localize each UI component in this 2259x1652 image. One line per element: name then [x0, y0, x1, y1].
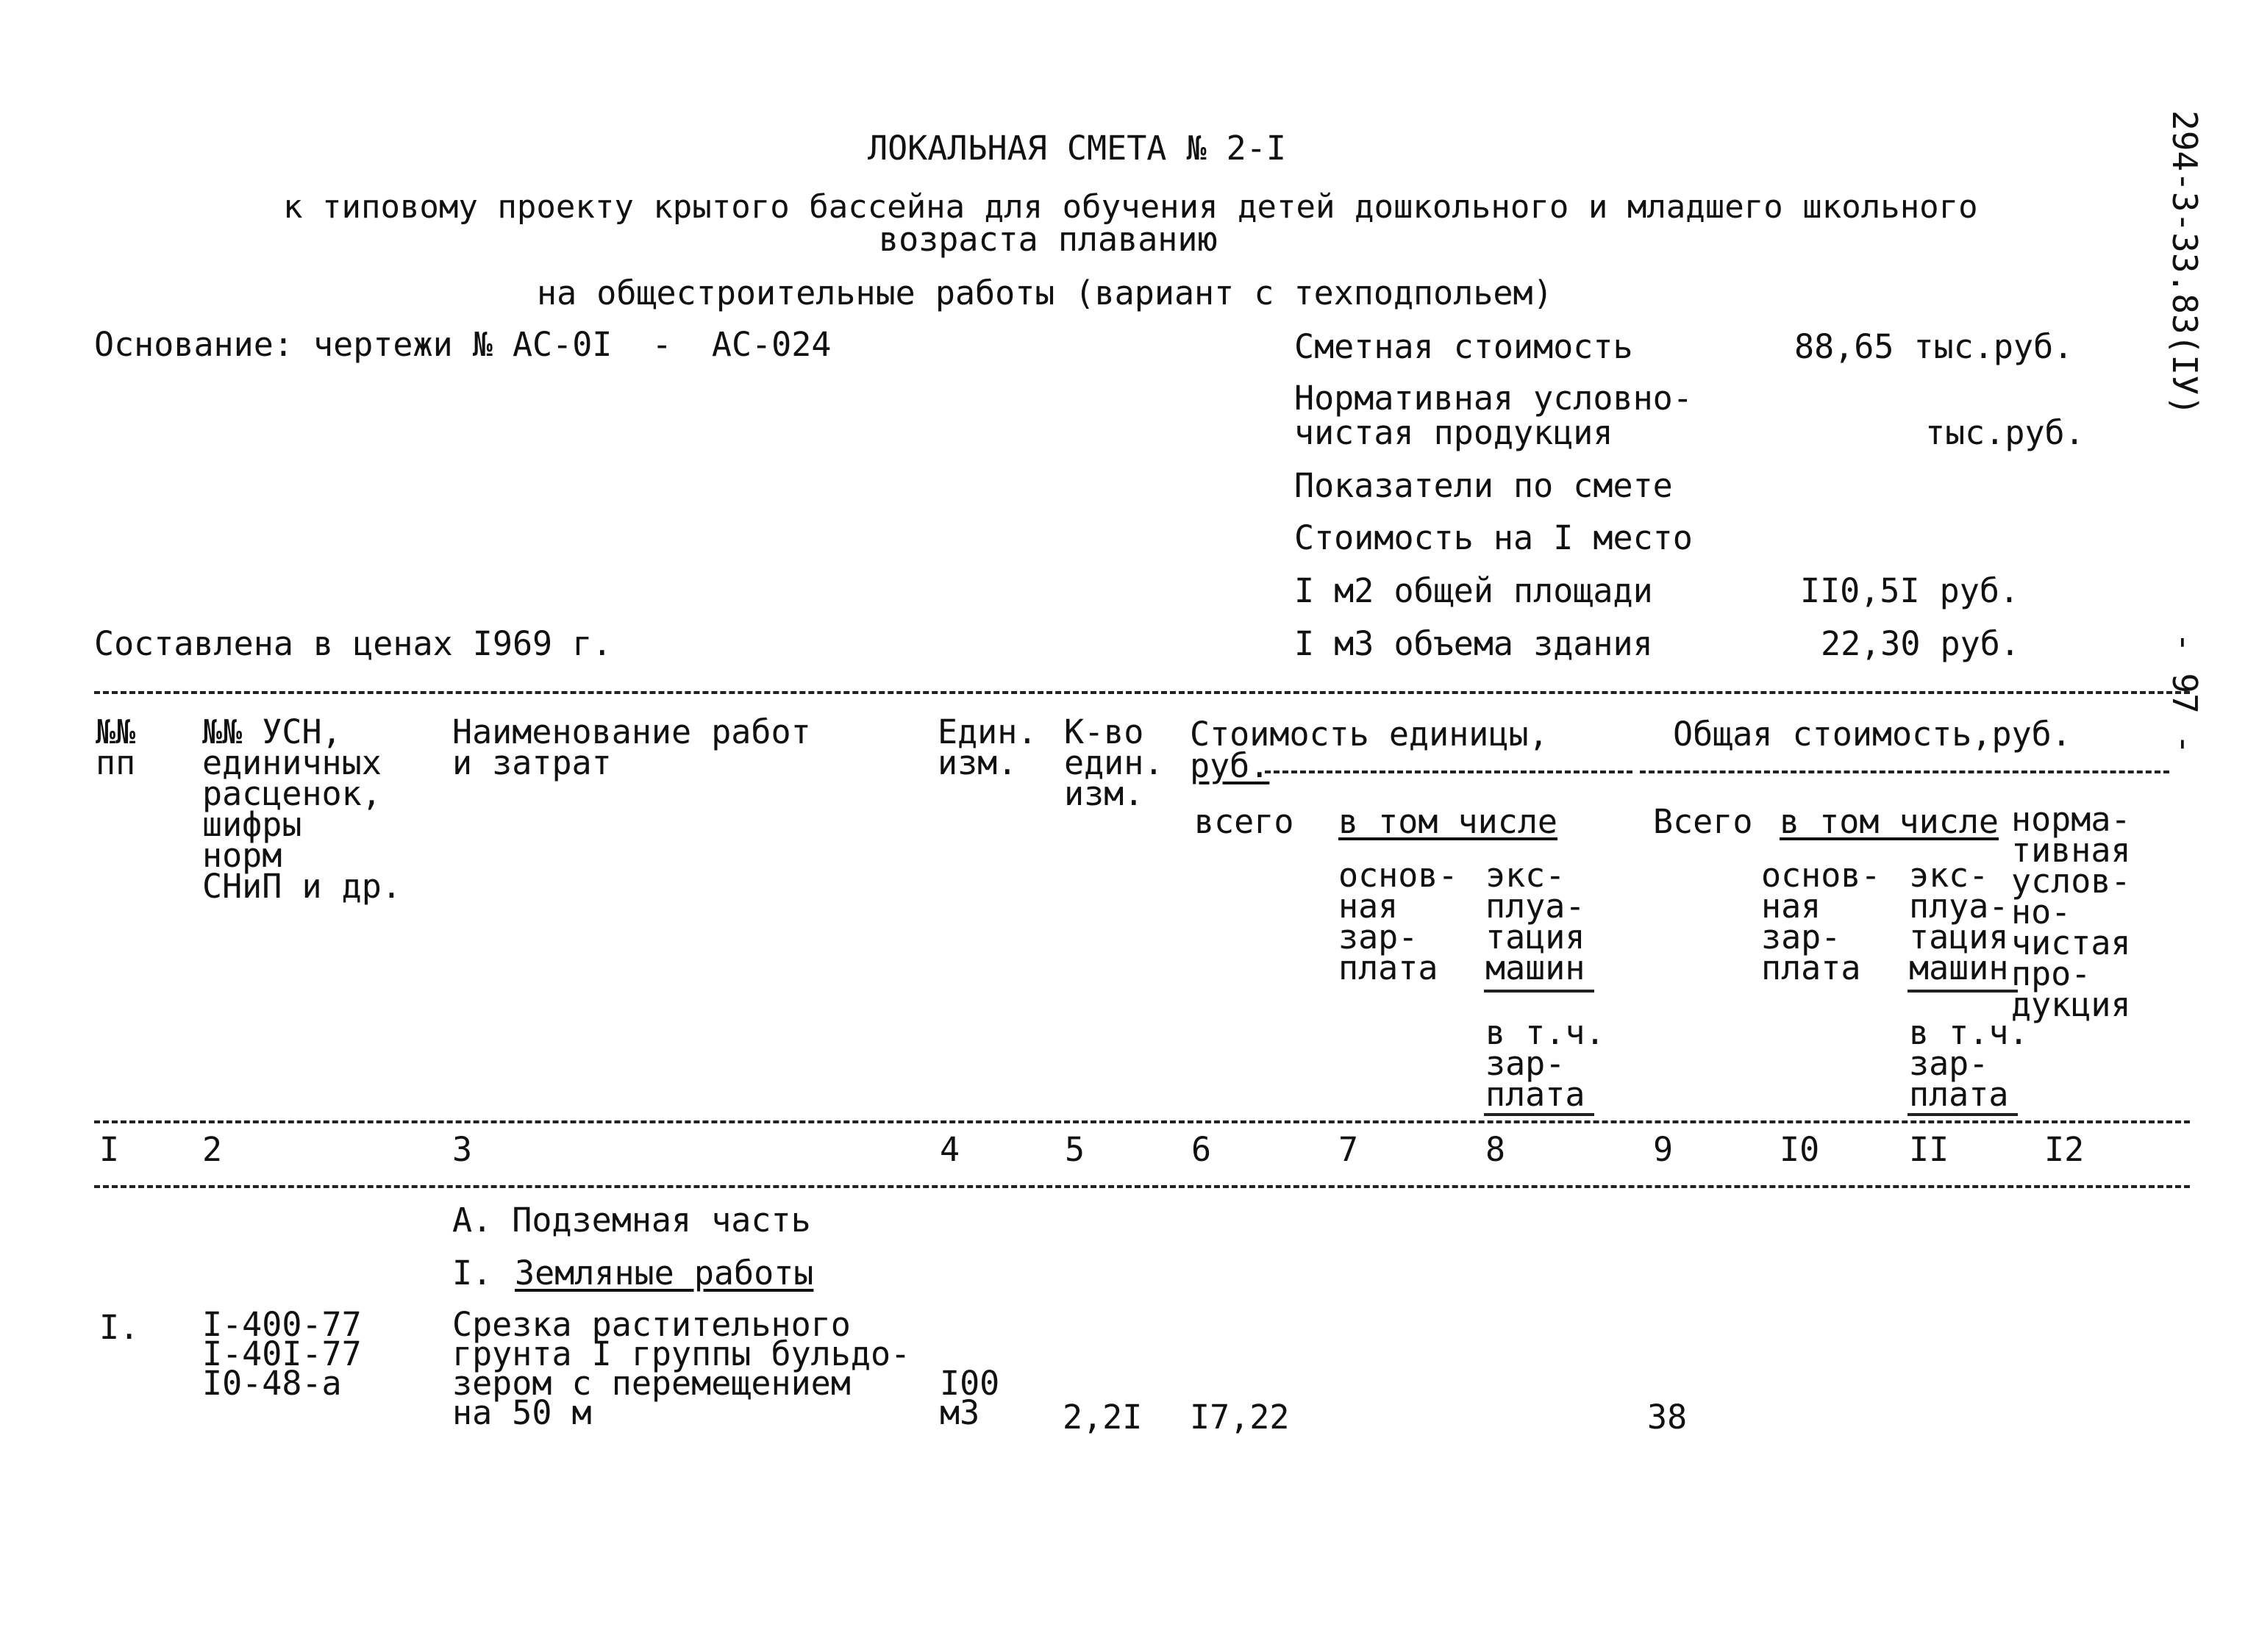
summary-per-m3-value: 22,30 руб.	[1821, 624, 2020, 663]
summary-per-place-label: Стоимость на I место	[1294, 518, 1693, 557]
col-number: 8	[1485, 1130, 1506, 1169]
document-basis: Основание: чертежи № АС-0I - АС-024	[94, 325, 832, 364]
summary-per-m2-value: II0,5I руб.	[1800, 571, 2020, 610]
summary-cost-label: Сметная стоимость	[1294, 327, 1633, 366]
header-unit: Един. изм.	[938, 712, 1038, 782]
row-unit: I00 м3	[940, 1364, 1000, 1432]
side-code: 294-3-33.83(IУ)	[2165, 110, 2205, 416]
col-number: I2	[2044, 1130, 2085, 1169]
summary-normative-unit: тыс.руб.	[1925, 413, 2085, 452]
document-prices: Составлена в ценах I969 г.	[94, 624, 613, 663]
section-title: А. Подземная часть	[452, 1201, 811, 1240]
col-number: I	[99, 1130, 120, 1169]
col-number: 4	[940, 1130, 960, 1169]
row-unit-total: I7,22	[1190, 1398, 1290, 1437]
row-work-name: Срезка растительного грунта I группы бульдо- зером с перемещением на 50 м	[452, 1305, 911, 1432]
col-number: 9	[1653, 1130, 1674, 1169]
document-subtitle-line1: к типовому проекту крытого бассейна для обучения детей дошкольного и младшего школьного	[283, 188, 1978, 226]
page-number: - 97 -	[2165, 632, 2205, 755]
header-unit-cost-rule	[1265, 770, 1632, 773]
header-total-cost: Общая стоимость,руб.	[1673, 715, 2071, 754]
document-subtitle-line2: возраста плаванию	[879, 220, 1218, 259]
row-number: I.	[99, 1308, 140, 1347]
summary-normative-label-1: Нормативная условно-	[1294, 379, 1693, 418]
row-codes: I-400-77 I-40I-77 I0-48-а	[202, 1305, 362, 1403]
header-all-6: всего	[1194, 802, 1294, 841]
summary-indicators-label: Показатели по смете	[1294, 466, 1673, 505]
header-machines-1-rule	[1484, 990, 1594, 993]
header-wage-1: основ- ная зар- плата	[1338, 856, 1458, 987]
column-numbers-bottom-rule	[94, 1185, 2190, 1188]
header-wage-2: основ- ная зар- плата	[1761, 856, 1881, 987]
col-number: II	[1909, 1130, 1949, 1169]
header-machines-2: экс- плуа- тация машин	[1909, 856, 2009, 987]
header-quantity: К-во един. изм.	[1064, 712, 1164, 813]
summary-per-m2-label: I м2 общей площади	[1294, 571, 1653, 610]
col-number: 6	[1191, 1130, 1212, 1169]
header-total-cost-rule	[1640, 770, 2169, 773]
col-number: 7	[1338, 1130, 1359, 1169]
header-including-1: в том числе	[1338, 802, 1558, 841]
header-codes: №№ УСН, единичных расценок, шифры норм СНиП и др.	[202, 712, 402, 906]
header-machines-2-rule	[1908, 990, 2018, 993]
header-machines-1: экс- плуа- тация машин	[1485, 856, 1585, 987]
document-scope: на общестроительные работы (вариант с техподпольем)	[537, 273, 1553, 312]
col-number: 2	[202, 1130, 223, 1169]
summary-normative-label-2: чистая продукция	[1294, 413, 1613, 452]
header-work-name: Наименование работ и затрат	[452, 712, 811, 782]
subsection-number: I.	[452, 1254, 493, 1292]
row-total: 38	[1647, 1398, 1688, 1437]
row-quantity: 2,2I	[1063, 1398, 1143, 1437]
header-unit-cost-rub: руб.	[1190, 746, 1270, 785]
table-header-bottom-rule	[94, 1120, 2190, 1123]
document-title: ЛОКАЛЬНАЯ СМЕТА № 2-I	[868, 129, 1286, 168]
subsection-title: Земляные работы	[515, 1254, 814, 1292]
header-normative: норма- тивная услов- но- чистая про- дукция	[2011, 800, 2131, 1024]
col-number: 5	[1065, 1130, 1085, 1169]
header-machines-wage-2: в т.ч. зар- плата	[1909, 1013, 2029, 1114]
col-number: 3	[452, 1130, 473, 1169]
header-machines-wage-1: в т.ч. зар- плата	[1485, 1013, 1605, 1114]
header-all-9: Всего	[1653, 802, 1753, 841]
header-number: №№ пп	[96, 712, 136, 782]
header-machines-wage-2-rule	[1908, 1113, 2018, 1116]
header-machines-wage-1-rule	[1484, 1113, 1594, 1116]
table-top-rule	[94, 691, 2190, 694]
header-unit-cost: Стоимость единицы,	[1190, 715, 1549, 754]
header-including-2: в том числе	[1780, 802, 1999, 841]
col-number: I0	[1780, 1130, 1820, 1169]
summary-cost-value: 88,65 тыс.руб.	[1794, 327, 2074, 366]
summary-per-m3-label: I м3 объема здания	[1294, 624, 1653, 663]
